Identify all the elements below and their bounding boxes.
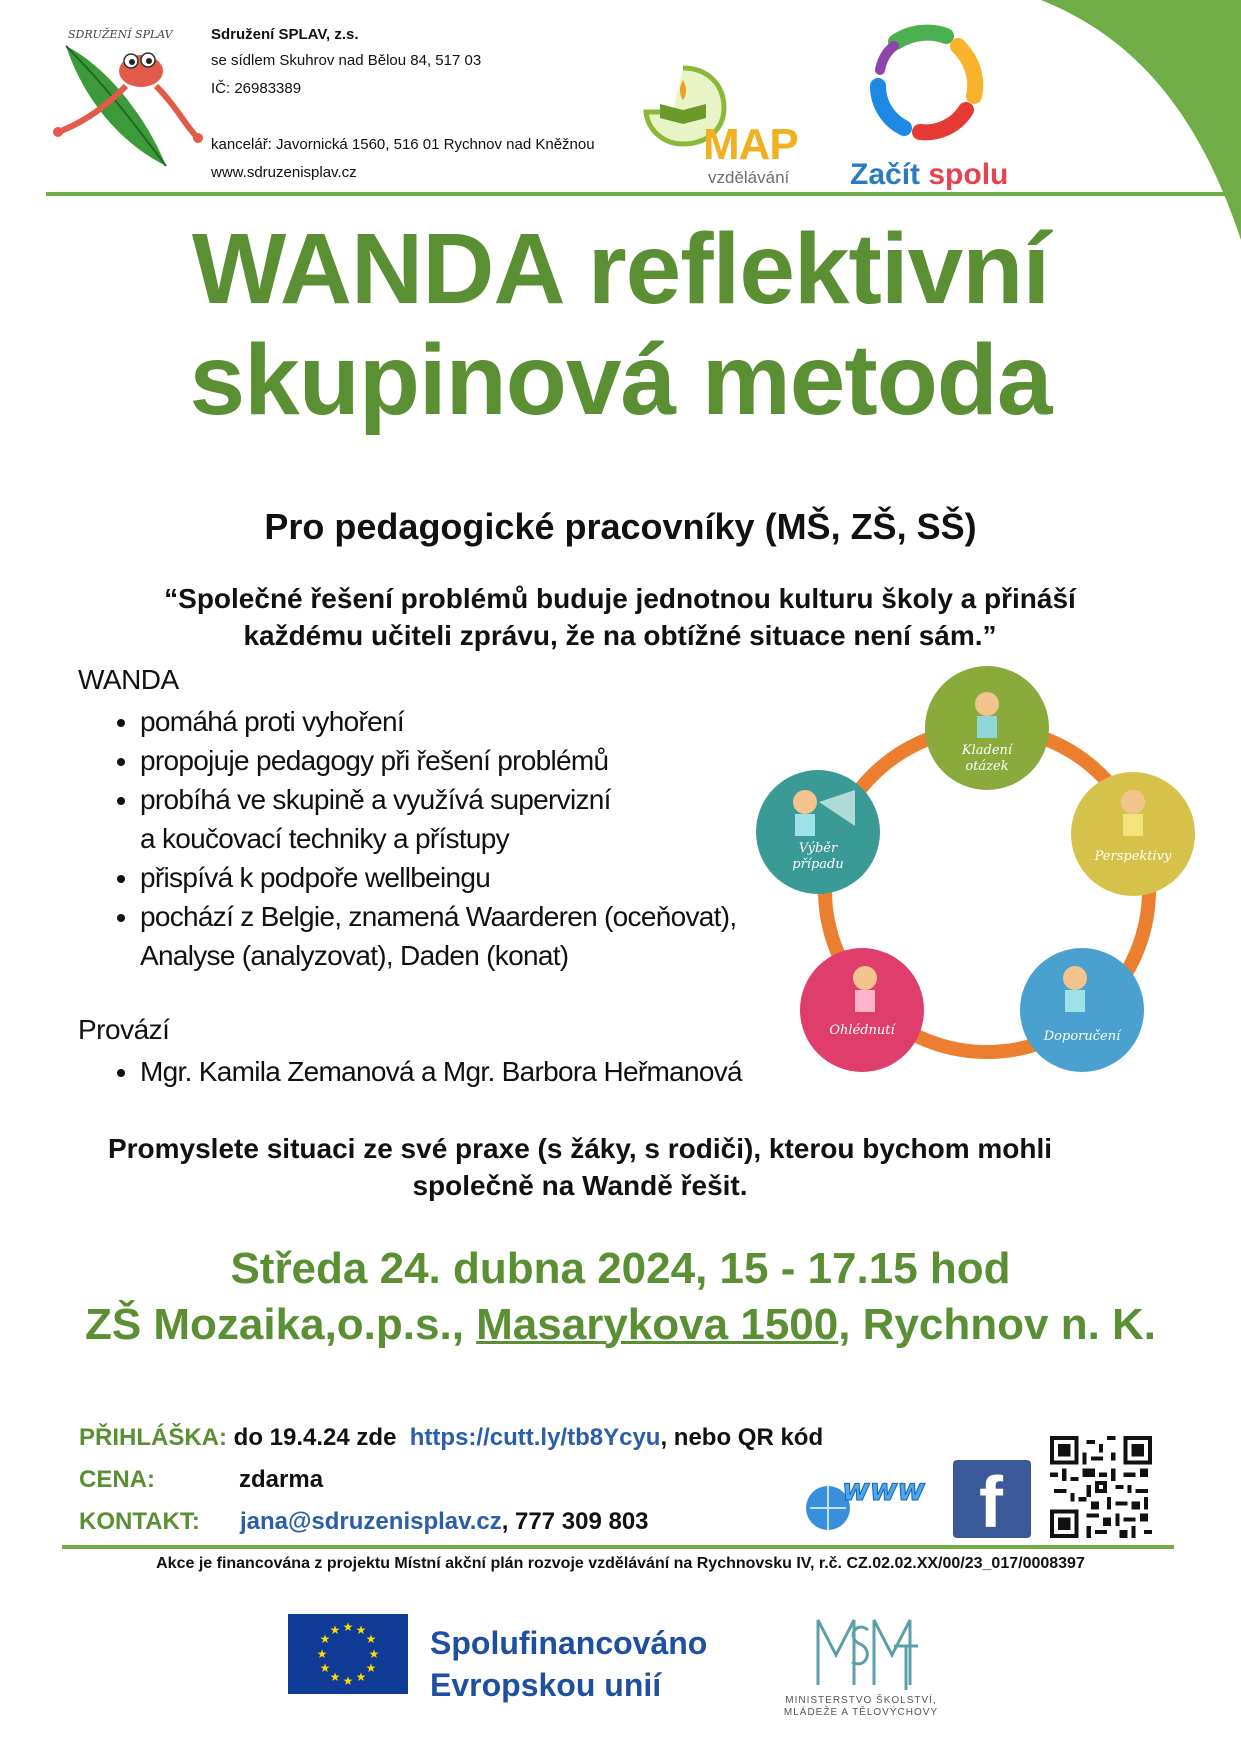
eu-flag-icon bbox=[288, 1614, 408, 1694]
facebook-icon[interactable] bbox=[953, 1460, 1031, 1543]
footer-divider bbox=[62, 1545, 1174, 1549]
price-row bbox=[79, 1466, 323, 1494]
eu-line-2: Evropskou unií bbox=[430, 1667, 662, 1703]
svg-text:★: ★ bbox=[319, 1632, 331, 1646]
title-line-1: WANDA reflektivní bbox=[191, 213, 1050, 325]
contact-row bbox=[79, 1508, 649, 1536]
corner-swoosh bbox=[1001, 0, 1241, 240]
qr-code-icon[interactable] bbox=[1050, 1436, 1152, 1538]
subtitle: Pro pedagogické pracovníky (MŠ, ZŠ, SŠ) bbox=[264, 506, 977, 547]
facebook-glyph: f bbox=[979, 1463, 1003, 1543]
contact-label: KONTAKT: bbox=[79, 1508, 200, 1535]
org-address: se sídlem Skuhrov nad Bělou 84, 517 03 bbox=[211, 52, 482, 69]
header-divider bbox=[46, 192, 1236, 196]
step-label: Výběr bbox=[798, 841, 838, 856]
step-label: případu bbox=[792, 857, 844, 872]
org-ic: IČ: 26983389 bbox=[211, 80, 302, 97]
quote bbox=[100, 580, 1140, 654]
venue-city: , Rychnov n. K. bbox=[838, 1300, 1157, 1349]
list-item-text: probíhá ve skupině a využívá supervizní bbox=[140, 784, 611, 815]
svg-text:★: ★ bbox=[319, 1661, 331, 1675]
wanda-list bbox=[78, 702, 736, 975]
event-venue bbox=[0, 1298, 1241, 1352]
splav-logo-text: SDRUŽENÍ SPLAV bbox=[68, 28, 173, 41]
step-perspektivy bbox=[1071, 772, 1195, 896]
step-kladeni-otazek bbox=[925, 666, 1049, 790]
svg-text:★: ★ bbox=[365, 1661, 377, 1675]
map-logo-title: MAP bbox=[703, 120, 798, 169]
contact-phone: , 777 309 803 bbox=[501, 1508, 649, 1535]
eu-line-1: Spolufinancováno bbox=[430, 1625, 708, 1661]
price-label: CENA: bbox=[79, 1466, 155, 1493]
msmt-line-1: MINISTERSTVO ŠKOLSTVÍ, bbox=[785, 1695, 937, 1706]
list-item bbox=[140, 780, 736, 858]
svg-text:★: ★ bbox=[316, 1647, 328, 1661]
provazi-label: Provází bbox=[78, 1014, 170, 1045]
zacit-spolu-text bbox=[850, 158, 1008, 192]
price-value: zdarma bbox=[239, 1466, 324, 1493]
org-name: Sdružení SPLAV, z.s. bbox=[211, 26, 359, 43]
step-label: Doporučení bbox=[1043, 1029, 1121, 1044]
svg-text:★: ★ bbox=[368, 1647, 380, 1661]
list-item: • Mgr. Kamila Zemanová a Mgr. Barbora Heřmanová bbox=[140, 1052, 742, 1091]
step-vyber-pripadu bbox=[756, 770, 880, 894]
svg-text:★: ★ bbox=[355, 1623, 367, 1637]
svg-text:★: ★ bbox=[329, 1623, 341, 1637]
svg-text:★: ★ bbox=[355, 1670, 367, 1684]
registration-link[interactable]: https://cutt.ly/tb8Ycyu bbox=[409, 1424, 661, 1451]
zacit-spolu-logo-icon bbox=[866, 24, 988, 146]
registration-text: do 19.4.24 zde bbox=[233, 1424, 397, 1451]
cta-line-1: Promyslete situaci ze své praxe (s žáky, s rodiči), kterou bychom mohli bbox=[107, 1133, 1053, 1164]
step-ohlednuti bbox=[800, 948, 924, 1072]
msmt-line-2: MLÁDEŽE A TĚLOVÝCHOVY bbox=[783, 1707, 939, 1718]
svg-text:★: ★ bbox=[342, 1674, 354, 1688]
event-date: Středa 24. dubna 2024, 15 - 17.15 hod bbox=[230, 1244, 1011, 1293]
venue-address-link[interactable]: Masarykova 1500 bbox=[476, 1300, 839, 1349]
list-item: • propojuje pedagogy při řešení problémů bbox=[140, 741, 736, 780]
msmt-text bbox=[746, 1695, 976, 1719]
map-logo-sub: vzdělávání bbox=[708, 168, 790, 187]
provazi-list bbox=[78, 1052, 742, 1091]
list-item bbox=[140, 897, 736, 975]
eu-cofinanced-text bbox=[430, 1622, 707, 1706]
org-web[interactable]: www.sdruzenisplav.cz bbox=[211, 164, 357, 181]
wanda-label: WANDA bbox=[78, 664, 179, 695]
www-label: www bbox=[842, 1473, 926, 1508]
list-item: • pomáhá proti vyhoření bbox=[140, 702, 736, 741]
svg-text:★: ★ bbox=[342, 1620, 354, 1634]
step-label: Ohlédnutí bbox=[829, 1023, 895, 1038]
list-item: • přispívá k podpoře wellbeingu bbox=[140, 858, 736, 897]
list-item-continuation: a koučovací techniky a přístupy bbox=[140, 823, 509, 854]
venue-name: ZŠ Mozaika,o.p.s., bbox=[84, 1300, 477, 1349]
quote-line-2: každému učiteli zprávu, že na obtížné situace není sám.” bbox=[243, 620, 997, 651]
msmt-logo-icon bbox=[756, 1610, 976, 1700]
svg-text:★: ★ bbox=[365, 1632, 377, 1646]
step-doporuceni bbox=[1020, 948, 1144, 1072]
org-office: kancelář: Javornická 1560, 516 01 Rychnov nad Kněžnou bbox=[211, 136, 595, 153]
svg-text:★: ★ bbox=[329, 1670, 341, 1684]
cta-line-2: společně na Wandě řešit. bbox=[412, 1170, 748, 1201]
list-item-text: pochází z Belgie, znamená Waarderen (oceňovat), bbox=[140, 901, 737, 932]
www-globe-icon[interactable] bbox=[802, 1468, 928, 1534]
zacit-word: Začít bbox=[850, 158, 921, 191]
funding-note: Akce je financována z projektu Místní akční plán rozvoje vzdělávání na Rychnovsku IV, r.č. CZ.02.02.XX/00/23_017/0008397 bbox=[156, 1555, 1085, 1572]
contact-email-link[interactable]: jana@sdruzenisplav.cz bbox=[240, 1508, 502, 1535]
title-line-2: skupinová metoda bbox=[189, 324, 1052, 436]
list-item-continuation: Analyse (analyzovat), Daden (konat) bbox=[140, 940, 569, 971]
step-label: Kladení bbox=[961, 743, 1013, 758]
wanda-cycle-diagram bbox=[755, 662, 1215, 1082]
step-label: Perspektivy bbox=[1094, 849, 1172, 864]
spolu-word: spolu bbox=[928, 158, 1009, 191]
splav-logo bbox=[46, 26, 206, 176]
registration-qr-text: , nebo QR kód bbox=[660, 1424, 824, 1451]
registration-label: PŘIHLÁŠKA: bbox=[79, 1424, 227, 1451]
call-to-action bbox=[60, 1130, 1100, 1204]
registration-row bbox=[79, 1424, 823, 1452]
quote-line-1: “Společné řešení problémů buduje jednotnou kulturu školy a přináší bbox=[164, 583, 1076, 614]
step-label: otázek bbox=[965, 759, 1009, 774]
